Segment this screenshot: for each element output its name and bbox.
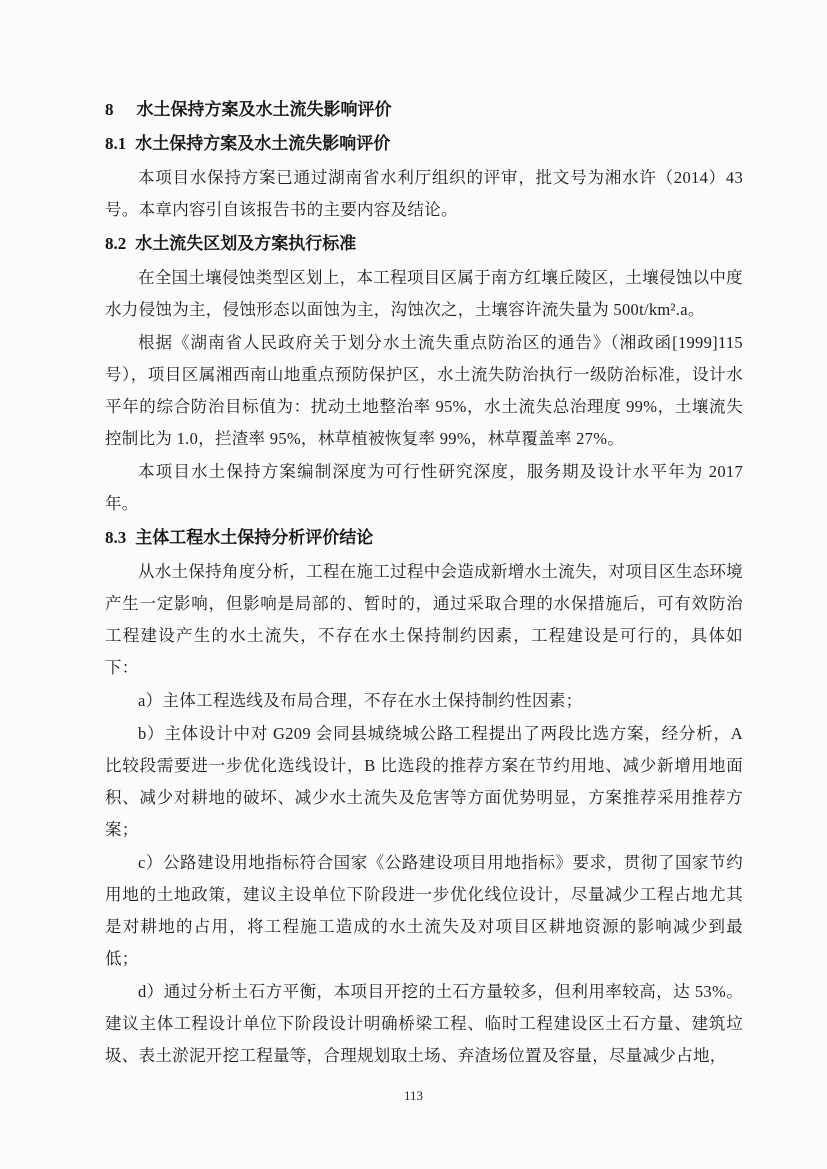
paragraph: 从水土保持角度分析，工程在施工过程中会造成新增水土流失，对项目区生态环境产生一定影响，但影响是局部的、暂时的，通过采取合理的水保措施后，可有效防治工程建设产生的水土流失，不存在水土保持制约因素，工程建设是可行的，具体如下： bbox=[105, 562, 743, 677]
heading-number: 8.1 bbox=[105, 134, 127, 153]
page-number: 113 bbox=[403, 1088, 424, 1103]
section-heading bbox=[105, 228, 743, 260]
paragraph: c）公路建设用地指标符合国家《公路建设项目用地指标》要求，贯彻了国家节约用地的土地政策，建议主设单位下阶段进一步优化线位设计，尽量减少工程占地尤其是对耕地的占用，将工程施工造成的水土流失及对项目区耕地资源的影响减少到最低； bbox=[105, 853, 743, 968]
paragraph: 根据《湖南省人民政府关于划分水土流失重点防治区的通告》（湘政函[1999]115 号），项目区属湘西南山地重点预防保护区，水土流失防治执行一级防治标准，设计水平年的综合防治目标值为：扰动土地整治率 95%，水土流失总治理度 99%，土壤流失控制比为 1.0，拦渣率 95%，林草植被恢复率 99%，林草覆盖率 27%。 bbox=[105, 333, 743, 448]
document-body bbox=[105, 94, 743, 1072]
paragraph: a）主体工程选线及布局合理，不存在水土保持制约性因素； bbox=[138, 691, 583, 710]
heading-number: 8.2 bbox=[105, 234, 127, 253]
paragraph: d）通过分析土石方平衡，本项目开挖的土石方量较多，但利用率较高，达 53%。建议主体工程设计单位下阶段设计明确桥梁工程、临时工程建设区土石方量、建筑垃圾、表土淤泥开挖工程量等，合理规划取土场、弃渣场位置及容量，尽量减少占地， bbox=[105, 982, 743, 1065]
section-heading bbox=[105, 128, 743, 160]
heading-title: 水土保持方案及水土流失影响评价 bbox=[136, 100, 392, 119]
chapter-heading bbox=[105, 94, 743, 126]
paragraph: b）主体设计中对 G209 会同县城绕城公路工程提出了两段比选方案，经分析，A 比较段需要进一步优化选线设计，B 比选段的推荐方案在节约用地、减少新增用地面积、减少对耕地的破坏、减少水土流失及危害等方面优势明显，方案推荐采用推荐方案； bbox=[105, 724, 743, 839]
heading-number: 8.3 bbox=[105, 528, 127, 547]
heading-title: 主体工程水土保持分析评价结论 bbox=[135, 528, 374, 547]
paragraph: 本项目水土保持方案编制深度为可行性研究深度，服务期及设计水平年为 2017 年。 bbox=[105, 462, 743, 513]
heading-number: 8 bbox=[105, 100, 114, 119]
heading-title: 水土流失区划及方案执行标准 bbox=[135, 234, 357, 253]
heading-title: 水土保持方案及水土流失影响评价 bbox=[135, 134, 391, 153]
paragraph: 本项目水保持方案已通过湖南省水利厅组织的评审，批文号为湘水许（2014）43 号。本章内容引自该报告书的主要内容及结论。 bbox=[105, 168, 743, 219]
page-footer bbox=[0, 1088, 827, 1104]
section-heading bbox=[105, 522, 743, 554]
paragraph: 在全国土壤侵蚀类型区划上，本工程项目区属于南方红壤丘陵区，土壤侵蚀以中度水力侵蚀为主，侵蚀形态以面蚀为主，沟蚀次之，土壤容许流失量为 500t/km².a。 bbox=[105, 268, 743, 319]
